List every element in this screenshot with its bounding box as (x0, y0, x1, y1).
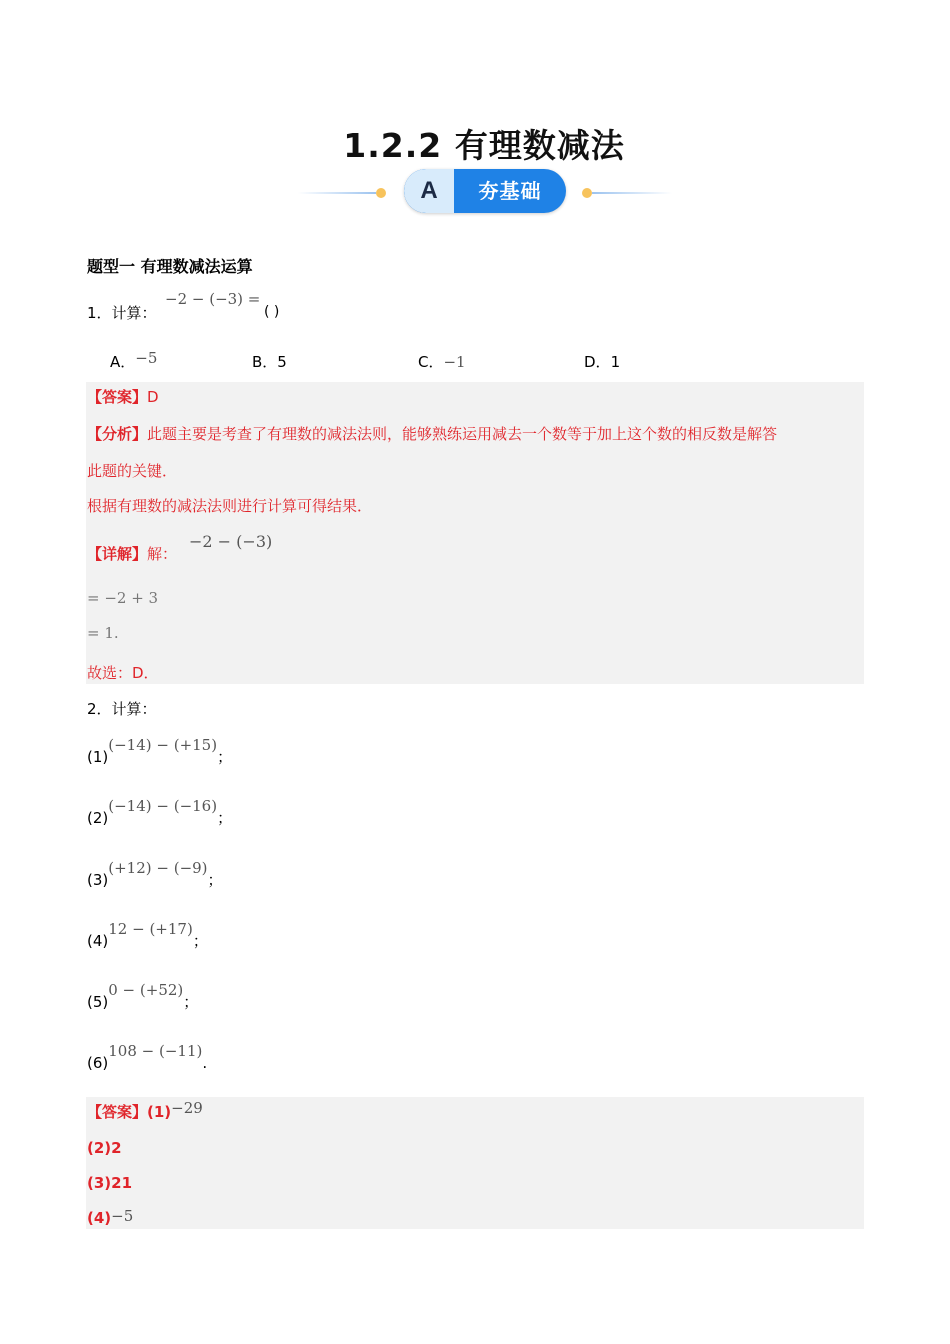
section-heading: 题型一 有理数减法运算 (87, 257, 253, 276)
a1-detail-expression: −2 − (−3) (189, 532, 273, 551)
a2-answer-tag: 【答案】 (87, 1103, 148, 1121)
option-d-label: D． (584, 353, 611, 371)
q2-item-2-end: ； (217, 809, 233, 827)
a2-line-1-value: −29 (171, 1099, 203, 1117)
q2-item-5 (87, 981, 199, 1012)
q2-item-1-end: ； (217, 748, 233, 766)
option-a-value: −5 (135, 349, 158, 367)
q2-item-3-end: ； (207, 871, 223, 889)
a2-line-3-label: (3) (87, 1174, 112, 1192)
a2-line-3 (87, 1173, 132, 1193)
q2-item-5-end: ； (183, 993, 199, 1011)
option-d[interactable] (584, 352, 620, 372)
a1-answer-line (87, 387, 159, 407)
badge-text: 夯基础 (478, 179, 542, 203)
a1-answer-tag: 【答案】 (87, 388, 148, 406)
a2-line-1 (87, 1099, 203, 1122)
a2-line-1-label: (1) (147, 1103, 172, 1121)
q2-item-2-label: (2) (87, 809, 109, 827)
q2-item-4-end: ； (192, 932, 208, 950)
a2-line-4-label: (4) (87, 1209, 112, 1227)
page-title: 1.2.2 有理数减法 (343, 126, 625, 165)
a2-line-2-label: (2) (87, 1139, 112, 1157)
a1-detail-line (87, 544, 177, 564)
a1-choice: 故选：D． (87, 664, 159, 682)
a2-line-4-value: −5 (111, 1207, 134, 1225)
q2-item-4 (87, 920, 208, 951)
option-a[interactable] (110, 349, 158, 372)
a1-detail-tag: 【详解】 (87, 545, 148, 563)
a1-analysis-line3: 根据有理数的减法法则进行计算可得结果． (87, 497, 373, 515)
option-c-label: C． (418, 353, 444, 371)
a1-step-2: = 1. (87, 624, 119, 642)
option-a-label: A． (110, 353, 136, 371)
a1-step-1: = −2 + 3 (87, 589, 159, 607)
q2-item-1-expr: (−14) − (+15) (108, 736, 218, 754)
banner-line-right (592, 192, 672, 194)
option-b[interactable] (252, 352, 287, 372)
badge-letter: A (404, 169, 454, 213)
q2-item-2-expr: (−14) − (−16) (108, 797, 218, 815)
q2-item-3 (87, 859, 223, 890)
a1-analysis-line2: 此题的关键． (87, 462, 178, 480)
a1-analysis-text1: 此题主要是考查了有理数的减法法则，能够熟练运用减去一个数等于加上这个数的相反数是解答 (147, 425, 778, 443)
q2-item-6-expr: 108 − (−11) (108, 1042, 203, 1060)
q2-item-1 (87, 736, 233, 767)
option-c-value: −1 (443, 353, 466, 371)
banner-line-left (298, 192, 376, 194)
level-badge (404, 169, 566, 213)
banner-dot-left (376, 188, 386, 198)
q2-item-4-label: (4) (87, 932, 109, 950)
a2-line-2-value: 2 (111, 1139, 122, 1157)
q2-item-1-label: (1) (87, 748, 109, 766)
q2-item-6 (87, 1042, 208, 1073)
option-d-value: 1 (610, 353, 621, 371)
a1-analysis-tag: 【分析】 (87, 425, 148, 443)
q2-item-5-label: (5) (87, 993, 109, 1011)
q2-item-6-end: . (202, 1054, 208, 1072)
q2-item-3-expr: (+12) − (−9) (108, 859, 208, 877)
a2-line-4 (87, 1208, 133, 1228)
a2-line-2 (87, 1138, 122, 1158)
q2-item-4-expr: 12 − (+17) (108, 920, 193, 938)
q2-item-2 (87, 797, 233, 828)
q2-number: 2．计算： (87, 700, 157, 718)
a2-line-3-value: 21 (111, 1174, 133, 1192)
a1-detail-text: 解： (147, 545, 178, 563)
q2-item-5-expr: 0 − (+52) (108, 981, 184, 999)
q2-item-6-label: (6) (87, 1054, 109, 1072)
q1-blank: ( ) (264, 304, 280, 320)
banner-dot-right (582, 188, 592, 198)
option-b-label: B． (252, 353, 278, 371)
q1-expression: −2 − (−3) = (165, 290, 261, 308)
q2-item-3-label: (3) (87, 871, 109, 889)
option-c[interactable] (418, 352, 466, 372)
option-b-value: 5 (277, 353, 287, 371)
a1-answer-value: D (147, 388, 159, 406)
q1-number: 1．计算： (87, 304, 157, 322)
a1-analysis-line1 (87, 424, 777, 444)
